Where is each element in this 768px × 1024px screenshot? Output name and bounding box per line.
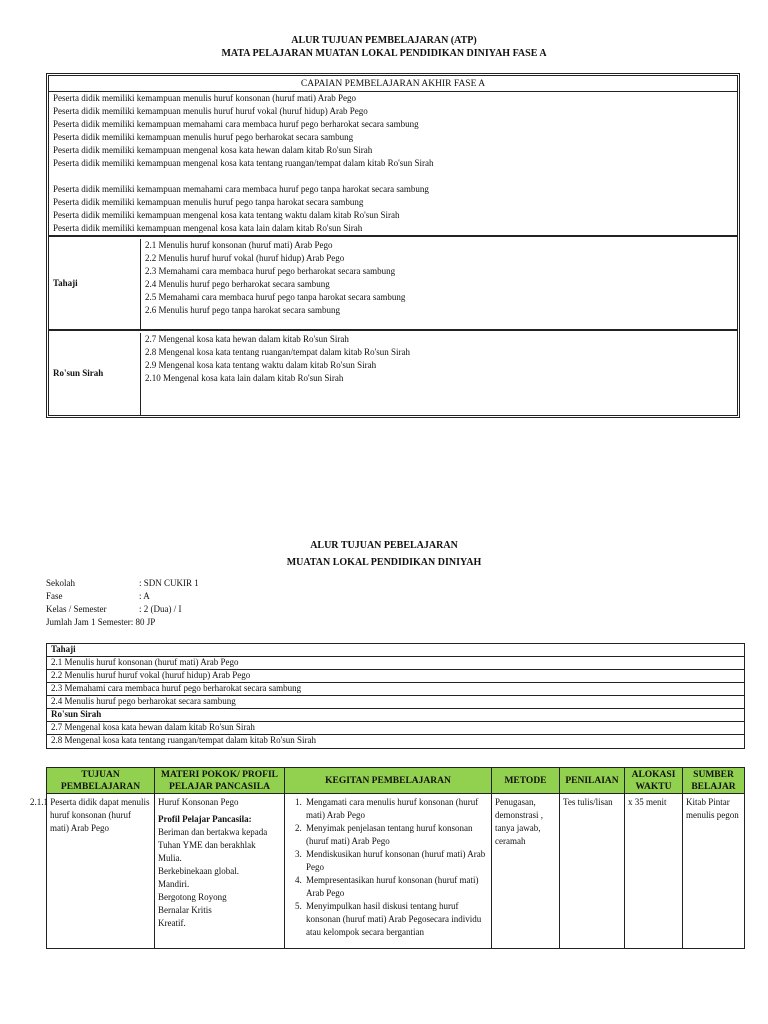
profil-item: Kreatif. [158,918,186,928]
penilaian-cell: Tes tulis/lisan [563,797,613,807]
profil-item: Berkebinekaan global. [158,866,239,876]
info-key: Kelas / Semester [46,604,107,614]
metode-cell: Penugasan, demonstrasi , tanya jawab, ceramah [495,797,543,846]
doc-title: ALUR TUJUAN PEMBELAJARAN (ATP) [291,35,477,46]
kegiatan-cell [285,794,491,941]
capaian-line: Peserta didik memiliki kemampuan menulis huruf huruf vokal (huruf hidup) Arab Pego [53,106,368,116]
capaian-line: Peserta didik memiliki kemampuan menulis huruf pego berharokat secara sambung [53,132,354,142]
tahaji-item: 2.5 Memahami cara membaca huruf pego tanpa harokat secara sambung [145,292,406,302]
summary-item: 2.4 Menulis huruf pego berharokat secara sambung [47,696,744,709]
col-penilaian [560,768,625,948]
rosun-item: 2.10 Mengenal kosa kata lain dalam kitab Ro'sun Sirah [145,373,344,383]
capaian-line: Peserta didik memiliki kemampuan memahami cara membaca huruf pego tanpa harokat secara sambung [53,184,429,194]
col-sumber [683,768,744,948]
profil-label: Profil Pelajar Pancasila: [158,814,252,824]
info-value: : SDN CUKIR 1 [139,578,199,588]
capaian-line: Peserta didik memiliki kemampuan mengenal kosa kata tentang ruangan/tempat dalam kitab Ro'sun Sirah [53,158,434,168]
section-subtitle: MUATAN LOKAL PENDIDIKAN DINIYAH [286,557,482,568]
materi-title: Huruf Konsonan Pego [158,797,239,807]
header-materi: MATERI POKOK/ PROFIL PELAJAR PANCASILA [155,768,284,794]
rosun-label: Ro'sun Sirah [49,333,141,415]
header-alokasi: ALOKASI WAKTU [625,768,682,794]
summary-rosun-label: Ro'sun Sirah [47,709,744,722]
tujuan-cell: 2.1.1 Peserta didik dapat menulis huruf konsonan (huruf mati) Arab Pego [30,797,150,833]
profil-item: Mandiri. [158,879,190,889]
kegiatan-item: 5. Menyimpulkan hasil diskusi tentang huruf konsonan (huruf mati) Arab Pegosecara individu atau kelompok secara bergantian [304,900,488,939]
summary-item: 2.2 Menulis huruf huruf vokal (huruf hidup) Arab Pego [47,670,744,683]
capaian-table [46,73,740,418]
header-tujuan: TUJUAN PEMBELAJARAN [47,768,154,794]
kegiatan-item: 3. Mendiskusikan huruf konsonan (huruf mati) Arab Pego [304,848,488,874]
capaian-line: Peserta didik memiliki kemampuan mengenal kosa kata hewan dalam kitab Ro'sun Sirah [53,145,373,155]
summary-item: 2.3 Memahami cara membaca huruf pego berharokat secara sambung [47,683,744,696]
profil-item: Beriman dan bertakwa kepada Tuhan YME dan berakhlak Mulia. [158,827,268,863]
capaian-body [49,92,737,237]
capaian-heading: CAPAIAN PEMBELAJARAN AKHIR FASE A [49,76,737,92]
tahaji-label: Tahaji [49,239,141,329]
capaian-line: Peserta didik memiliki kemampuan memahami cara membaca huruf pego berharokat secara sambung [53,119,419,129]
capaian-line: Peserta didik memiliki kemampuan menulis huruf pego tanpa harokat secara sambung [53,197,364,207]
col-metode [492,768,560,948]
header-kegiatan: KEGITAN PEMBELAJARAN [285,768,491,794]
info-block [46,578,199,630]
tahaji-item: 2.1 Menulis huruf konsonan (huruf mati) Arab Pego [145,240,333,250]
sumber-cell: Kitab Pintar menulis pegon [686,797,739,820]
col-tujuan [30,768,155,948]
tahaji-item: 2.3 Memahami cara membaca huruf pego berharokat secara sambung [145,266,396,276]
col-alokasi [625,768,683,948]
capaian-line: Peserta didik memiliki kemampuan mengenal kosa kata lain dalam kitab Ro'sun Sirah [53,223,363,233]
rosun-item: 2.7 Mengenal kosa kata hewan dalam kitab Ro'sun Sirah [145,334,349,344]
summary-table [46,643,745,749]
summary-item: 2.8 Mengenal kosa kata tentang ruangan/tempat dalam kitab Ro'sun Sirah [51,735,317,745]
header-metode: METODE [492,768,559,794]
info-value: : 2 (Dua) / I [139,604,182,614]
summary-item: 2.1 Menulis huruf konsonan (huruf mati) Arab Pego [47,657,744,670]
col-materi [155,768,285,948]
capaian-line: Peserta didik memiliki kemampuan menulis huruf konsonan (huruf mati) Arab Pego [53,93,356,103]
rosun-item: 2.9 Mengenal kosa kata tentang waktu dalam kitab Ro'sun Sirah [145,360,377,370]
kegiatan-item: 4. Mempresentasikan huruf konsonan (huruf mati) Arab Pego [304,874,488,900]
info-value: : A [139,591,150,601]
info-key: Sekolah [46,578,75,588]
kegiatan-item: 2. Menyimak penjelasan tentang huruf konsonan (huruf mati) Arab Pego [304,822,488,848]
col-kegiatan [285,768,492,948]
info-jam: Jumlah Jam 1 Semester: 80 JP [46,617,156,627]
tahaji-item: 2.6 Menulis huruf pego tanpa harokat secara sambung [145,305,340,315]
profil-item: Bernalar Kritis [158,905,212,915]
rosun-row [49,333,737,415]
tahaji-row [49,239,737,331]
doc-subtitle: MATA PELAJARAN MUATAN LOKAL PENDIDIKAN DINIYAH FASE A [221,48,547,59]
profil-item: Bergotong Royong [158,892,227,902]
header-sumber: SUMBER BELAJAR [683,768,744,794]
summary-tahaji-label: Tahaji [47,644,744,657]
summary-item: 2.7 Mengenal kosa kata hewan dalam kitab Ro'sun Sirah [47,722,744,735]
alokasi-cell: x 35 menit [628,797,667,807]
header-penilaian: PENILAIAN [560,768,624,794]
rosun-item: 2.8 Mengenal kosa kata tentang ruangan/tempat dalam kitab Ro'sun Sirah [145,347,411,357]
kegiatan-item: 1. Mengamati cara menulis huruf konsonan (huruf mati) Arab Pego [304,796,488,822]
capaian-line: Peserta didik memiliki kemampuan mengenal kosa kata tentang waktu dalam kitab Ro'sun Sirah [53,210,400,220]
section-title: ALUR TUJUAN PEBELAJARAN [310,540,458,551]
materi-cell [155,794,284,932]
tahaji-item: 2.4 Menulis huruf pego berharokat secara sambung [145,279,330,289]
main-table [30,767,745,949]
tahaji-item: 2.2 Menulis huruf huruf vokal (huruf hidup) Arab Pego [145,253,345,263]
info-key: Fase [46,591,63,601]
